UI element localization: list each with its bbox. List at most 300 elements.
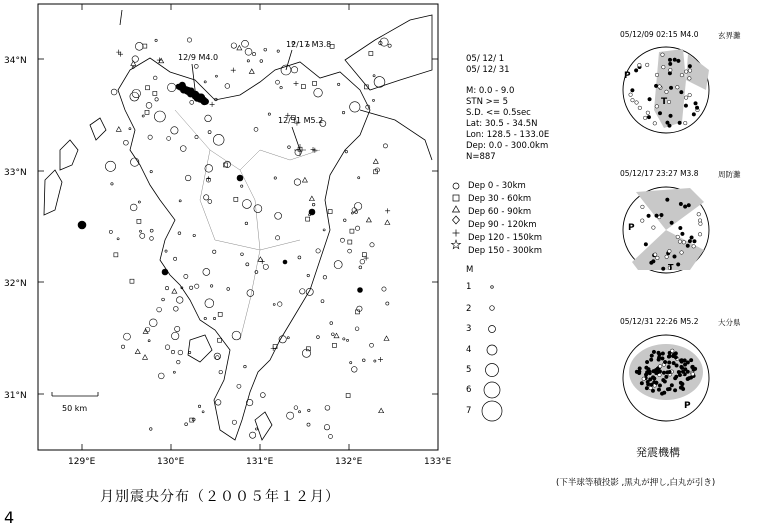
epicenter-shallow: [264, 48, 267, 51]
epicenter-30-60km: [145, 110, 149, 114]
polarity-dot: [658, 384, 662, 388]
epicenter-shallow: [249, 432, 255, 438]
lon-label-133: 133°E: [424, 457, 452, 467]
polarity-dot: [638, 106, 642, 110]
epicenter-shallow: [219, 370, 222, 373]
epicenter-filled: [237, 175, 243, 181]
epicenter-shallow: [321, 300, 324, 303]
polarity-dot: [642, 377, 646, 381]
epicenter-shallow: [129, 128, 131, 130]
polarity-dot: [666, 387, 670, 391]
polarity-dot: [681, 232, 685, 236]
epicenter-shallow: [255, 428, 257, 430]
polarity-dot: [684, 96, 688, 100]
epicenter-shallow: [162, 298, 165, 301]
epicenter-shallow: [254, 127, 258, 131]
epicenter-shallow: [237, 384, 241, 388]
polarity-dot: [631, 98, 635, 102]
epicenter-shallow: [232, 420, 236, 424]
epicenter-shallow: [117, 238, 119, 240]
mechanism-caption-note: (下半球等積投影 ,黒丸が押し,白丸が引き): [556, 478, 716, 488]
polarity-dot: [699, 222, 703, 226]
polarity-dot: [697, 212, 701, 216]
epicenter-shallow: [298, 256, 301, 259]
polarity-dot: [670, 383, 674, 387]
epicenter-shallow: [205, 115, 212, 122]
polarity-dot: [679, 226, 683, 230]
epicenter-shallow: [208, 200, 212, 204]
epicenter-shallow: [150, 428, 153, 431]
epicenter-filled: [78, 221, 86, 229]
legend-star-icon: [452, 240, 461, 249]
magnitude-legend-title: M: [466, 265, 474, 275]
epicenter-shallow: [241, 185, 243, 187]
mechanism-1-datetime: 05/12/09 02:15 M4.0: [620, 30, 699, 39]
epicenter-shallow: [194, 64, 198, 68]
polarity-dot: [675, 364, 679, 368]
polarity-dot: [663, 380, 667, 384]
epicenter-shallow: [294, 406, 298, 410]
epicenter-shallow: [383, 144, 387, 148]
epicenter-30-60km: [137, 219, 141, 223]
polarity-dot: [680, 365, 684, 369]
polarity-dot: [667, 100, 671, 104]
polarity-dot: [678, 240, 682, 244]
polarity-dot: [673, 58, 677, 62]
polarity-dot: [652, 350, 656, 354]
polarity-dot: [688, 93, 692, 97]
lon-label-132: 132°E: [335, 457, 363, 467]
epicenter-shallow: [208, 131, 211, 134]
polarity-dot: [676, 263, 680, 267]
polarity-dot: [680, 360, 684, 364]
polarity-dot: [666, 121, 670, 125]
mechanism-1-beachball: [616, 40, 716, 140]
epicenter-shallow: [195, 135, 198, 138]
mechanism-3-p-label: P: [684, 401, 691, 411]
epicenter-30-60km: [362, 253, 366, 257]
polarity-dot: [673, 376, 677, 380]
polarity-dot: [690, 365, 694, 369]
epicenter-shallow: [173, 371, 175, 373]
epicenter-shallow: [215, 75, 217, 77]
epicenter-shallow: [185, 175, 191, 181]
epicenter-60-90km: [172, 289, 177, 294]
epicenter-shallow: [351, 212, 353, 214]
scale-label: 50 km: [62, 404, 88, 413]
polarity-dot: [655, 73, 659, 77]
epicenter-shallow: [273, 303, 275, 305]
epicenter-shallow: [354, 203, 362, 211]
polarity-dot: [647, 214, 651, 218]
main-caption: 月別震央分布（２００５年１２月）: [100, 489, 340, 505]
polarity-dot: [688, 69, 692, 73]
epicenter-60-90km: [366, 217, 371, 222]
polarity-dot: [645, 360, 649, 364]
polarity-dot: [692, 245, 696, 249]
epicenter-30-60km: [346, 394, 350, 398]
epicenter-60-90km: [373, 159, 378, 164]
polarity-dot: [676, 85, 680, 89]
epicenter-shallow: [370, 243, 374, 247]
epicenter-shallow: [245, 222, 248, 225]
mechanism-3-datetime: 05/12/31 22:26 M5.2: [620, 317, 699, 326]
epicenter-shallow: [189, 286, 192, 289]
epicenter-shallow: [342, 111, 344, 113]
epicenter-120-150km: [260, 259, 265, 264]
epicenter-shallow: [204, 195, 209, 200]
epicenter-shallow: [254, 205, 262, 213]
epicenter-shallow: [245, 48, 252, 55]
epicenter-shallow: [193, 234, 195, 236]
epicenter-shallow: [337, 83, 339, 85]
mag-circle-7: [482, 401, 502, 421]
epicenter-60-90km: [385, 220, 390, 225]
epicenter-shallow: [140, 230, 142, 232]
epicenter-shallow: [287, 337, 289, 339]
polarity-dot: [682, 241, 686, 245]
epicenter-shallow: [153, 76, 157, 80]
lat-label-34: 34°N: [4, 56, 27, 66]
mag-circle-6: [484, 382, 500, 398]
polarity-dot: [668, 370, 672, 374]
polarity-dot: [669, 68, 673, 72]
info-stn: STN >= 5: [466, 97, 509, 107]
polarity-dot: [679, 381, 683, 385]
epicenter-shallow: [307, 274, 309, 276]
epicenter-shallow: [171, 332, 178, 339]
mechanism-2-datetime: 05/12/17 23:27 M3.8: [620, 169, 699, 178]
page-number: 4: [4, 508, 15, 527]
polarity-dot: [670, 221, 674, 225]
epicenter-shallow: [165, 345, 170, 350]
catalog-info: [466, 54, 549, 163]
epicenter-120-150km: [385, 208, 390, 213]
epicenter-30-60km: [306, 217, 310, 221]
polarity-dot: [650, 354, 654, 358]
polarity-dot: [665, 90, 669, 94]
polarity-dot: [683, 121, 687, 125]
depth-legend-symbols: [450, 180, 466, 260]
epicenter-shallow: [300, 289, 305, 294]
epicenter-shallow: [325, 405, 330, 410]
epicenter-shallow: [148, 135, 152, 139]
polarity-dot: [655, 381, 659, 385]
polarity-dot: [689, 358, 693, 362]
mechanism-2-p-label: P: [628, 223, 635, 233]
magnitude-legend-label-4: 4: [466, 345, 472, 355]
polarity-dot: [669, 86, 673, 90]
epicenter-shallow: [388, 44, 391, 47]
legend-circle-icon: [453, 183, 459, 189]
epicenter-shallow: [351, 367, 357, 373]
polarity-dot: [667, 361, 671, 365]
epicenter-60-90km: [116, 127, 121, 132]
polarity-dot: [644, 242, 648, 246]
epicenter-shallow: [288, 146, 291, 149]
epicenter-shallow: [360, 259, 365, 264]
polarity-dot: [669, 114, 673, 118]
epicenter-shallow: [179, 200, 181, 202]
epicenter-shallow: [346, 339, 348, 341]
polarity-dot: [694, 102, 698, 106]
polarity-dot: [661, 357, 665, 361]
polarity-dot: [677, 59, 681, 63]
info-lat: Lat: 30.5 - 34.5N: [466, 119, 538, 129]
epicenter-shallow: [157, 307, 162, 312]
epicenter-shallow: [274, 177, 276, 179]
epicenter-shallow: [190, 100, 194, 104]
info-date-from: 05/ 12/ 1: [466, 54, 505, 64]
mechanism-3-beachball: [616, 328, 716, 428]
epicenter-shallow: [323, 276, 326, 279]
epicenter-shallow: [185, 423, 188, 426]
epicenter-shallow: [317, 336, 320, 339]
polarity-dot: [690, 236, 694, 240]
polarity-dot: [651, 389, 655, 393]
polarity-dot: [667, 355, 671, 359]
lat-label-33: 33°N: [4, 168, 27, 178]
epicenter-shallow: [334, 261, 342, 269]
polarity-dot: [638, 63, 642, 67]
polarity-dot: [640, 219, 644, 223]
epicenter-shallow: [330, 322, 333, 325]
epicenter-shallow: [165, 286, 168, 289]
epicenter-shallow: [294, 179, 300, 185]
polarity-dot: [679, 202, 683, 206]
polarity-dot: [651, 376, 655, 380]
polarity-dot: [683, 363, 687, 367]
graticule: [38, 4, 438, 450]
epicenter-shallow: [177, 360, 181, 364]
epicenter-shallow: [130, 204, 137, 211]
polarity-dot: [672, 353, 676, 357]
epicenter-shallow: [275, 80, 279, 84]
epicenter-120-150km: [378, 357, 383, 362]
epicenter-shallow: [204, 81, 206, 83]
epicenter-shallow: [323, 229, 325, 231]
polarity-dot: [687, 376, 691, 380]
epicenter-shallow: [343, 338, 345, 340]
polarity-dot: [673, 388, 677, 392]
epicenter-shallow: [180, 146, 186, 152]
epicenter-shallow: [204, 317, 206, 319]
lon-label-130: 130°E: [157, 457, 185, 467]
depth-legend-row-4: Dep 120 - 150km: [468, 233, 542, 243]
polarity-dot: [686, 244, 690, 248]
epicenter-filled: [358, 288, 363, 293]
depth-legend-row-0: Dep 0 - 30km: [468, 181, 526, 191]
epicenter-filled: [283, 260, 287, 264]
epicenter-shallow: [154, 111, 165, 122]
polarity-dot: [680, 90, 684, 94]
legend-square-icon: [453, 195, 459, 201]
epicenter-shallow: [345, 150, 347, 152]
polarity-dot: [687, 203, 691, 207]
polarity-dot: [668, 249, 672, 253]
legend-plus-icon: [453, 230, 460, 237]
epicenter-filled: [162, 269, 168, 275]
magnitude-legend-circles: [480, 276, 504, 422]
epicenter-shallow: [260, 60, 263, 63]
polarity-dot: [661, 267, 665, 271]
polarity-dot: [681, 370, 685, 374]
epicenter-shallow: [307, 423, 310, 426]
polarity-dot: [650, 261, 654, 265]
polarity-dot: [655, 105, 659, 109]
mechanism-2-t-label: T: [668, 263, 674, 272]
epicenter-shallow: [287, 412, 294, 419]
epicenter-shallow: [205, 165, 213, 173]
polarity-dot: [686, 370, 690, 374]
polarity-dot: [660, 213, 664, 217]
epicenter-shallow: [232, 331, 241, 340]
polarity-dot: [662, 371, 666, 375]
epicenter-shallow: [174, 257, 177, 260]
epicenter-shallow: [350, 102, 360, 112]
epicenter-shallow: [227, 288, 230, 291]
polarity-dot: [668, 58, 672, 62]
epicenter-cluster: [203, 99, 209, 105]
epicenter-shallow: [213, 134, 224, 145]
scale-bar: [52, 392, 98, 396]
polarity-dot: [648, 97, 652, 101]
epicenter-shallow: [175, 326, 180, 331]
lon-label-131: 131°E: [246, 457, 274, 467]
polarity-dot: [684, 104, 688, 108]
epicenter-shallow: [306, 288, 313, 295]
polarity-dot: [691, 372, 695, 376]
mechanism-1-p-label: P: [624, 71, 631, 81]
mechanism-1-region: 玄界灘: [718, 31, 741, 40]
lat-label-31: 31°N: [4, 391, 27, 401]
epicenter-30-60km: [114, 253, 118, 257]
depth-legend-row-3: Dep 90 - 120km: [468, 220, 537, 230]
polarity-dot: [680, 385, 684, 389]
polarity-dot: [635, 101, 639, 105]
epicenter-shallow: [171, 350, 174, 353]
epicenter-30-60km: [190, 418, 194, 422]
epicenter-shallow: [260, 393, 265, 398]
epicenter-120-150km: [231, 68, 236, 73]
epicenter-60-90km: [249, 69, 254, 74]
polarity-dot: [647, 115, 651, 119]
polarity-dot: [657, 358, 661, 362]
epicenter-60-90km: [334, 333, 339, 338]
epicenter-30-60km: [130, 279, 134, 283]
epicenter-30-60km: [146, 86, 150, 90]
epicenter-shallow: [198, 405, 200, 407]
polarity-dot: [667, 365, 671, 369]
epicenter-120-150km: [294, 81, 299, 86]
mag-circle-1: [491, 286, 494, 289]
epicenter-shallow: [373, 75, 375, 77]
legend-triangle-icon: [453, 206, 460, 212]
polarity-dot: [688, 239, 692, 243]
polarity-dot: [641, 205, 645, 209]
epicenter-shallow: [150, 170, 152, 172]
mechanism-1-t-label: T: [661, 97, 668, 107]
epicenter-60-90km: [309, 196, 314, 201]
epicenter-shallow: [167, 83, 175, 91]
polarity-dot: [695, 106, 699, 110]
epicenter-shallow: [268, 113, 270, 115]
mag-circle-2: [490, 306, 495, 311]
epicenter-60-90km: [384, 336, 389, 341]
epicenter-shallow: [291, 67, 297, 73]
epicenter-30-60km: [369, 51, 373, 55]
lat-label-32: 32°N: [4, 279, 27, 289]
epicenter-shallow: [155, 98, 158, 101]
polarity-dot: [655, 214, 659, 218]
epicenter-30-60km: [348, 240, 352, 244]
epicenter-shallow: [149, 319, 157, 327]
epicenter-symbols: [78, 38, 391, 439]
polarity-dot: [678, 373, 682, 377]
mag-circle-3: [489, 326, 496, 333]
mag-circle-5: [486, 364, 499, 377]
epicenter-shallow: [205, 299, 214, 308]
info-lon: Lon: 128.5 - 133.0E: [466, 130, 550, 140]
epicenter-shallow: [331, 333, 334, 336]
epicenter-30-60km: [301, 85, 305, 89]
epicenter-shallow: [275, 212, 282, 219]
polarity-dot: [663, 360, 667, 364]
magnitude-legend-label-1: 1: [466, 282, 472, 292]
epicenter-shallow: [246, 263, 249, 266]
epicenter-shallow: [277, 50, 279, 52]
epicenter-60-90km: [379, 408, 384, 413]
polarity-dot: [678, 121, 682, 125]
epicenter-shallow: [135, 42, 143, 50]
depth-legend-row-2: Dep 60 - 90km: [468, 207, 532, 217]
polarity-dot: [684, 70, 688, 74]
epicenter-60-90km: [237, 45, 242, 50]
polarity-dot: [631, 88, 635, 92]
epicenter-shallow: [343, 219, 346, 222]
epicenter-shallow: [263, 264, 268, 269]
polarity-dot: [658, 85, 662, 89]
polarity-dot: [692, 113, 696, 117]
mechanism-2-beachball: [616, 180, 716, 280]
magnitude-legend-label-3: 3: [466, 324, 472, 334]
depth-legend-row-1: Dep 30 - 60km: [468, 194, 532, 204]
polarity-dot: [653, 253, 657, 257]
epicenter-shallow: [213, 317, 215, 319]
epicenter-shallow: [278, 302, 282, 306]
mechanism-3-region: 大分県: [718, 318, 741, 327]
legend-diamond-icon: [453, 216, 460, 224]
epicenter-30-60km: [313, 81, 317, 85]
epicenter-shallow: [140, 233, 145, 238]
polarity-dot: [649, 358, 653, 362]
epicenter-shallow: [247, 60, 249, 62]
epicenter-shallow: [150, 229, 153, 232]
epicenter-shallow: [374, 360, 376, 362]
polarity-dot: [646, 111, 650, 115]
epicenter-shallow: [252, 52, 255, 55]
epicenter-shallow: [210, 285, 213, 288]
epicenter-shallow: [355, 327, 359, 331]
polarity-dot: [666, 198, 670, 202]
epicenter-30-60km: [218, 312, 222, 316]
polarity-dot: [683, 205, 687, 209]
epicenter-shallow: [308, 409, 310, 411]
epicenter-shallow: [372, 99, 374, 101]
epicenter-shallow: [316, 249, 320, 253]
epicenter-120-150km: [210, 102, 215, 107]
polarity-dot: [693, 239, 697, 243]
